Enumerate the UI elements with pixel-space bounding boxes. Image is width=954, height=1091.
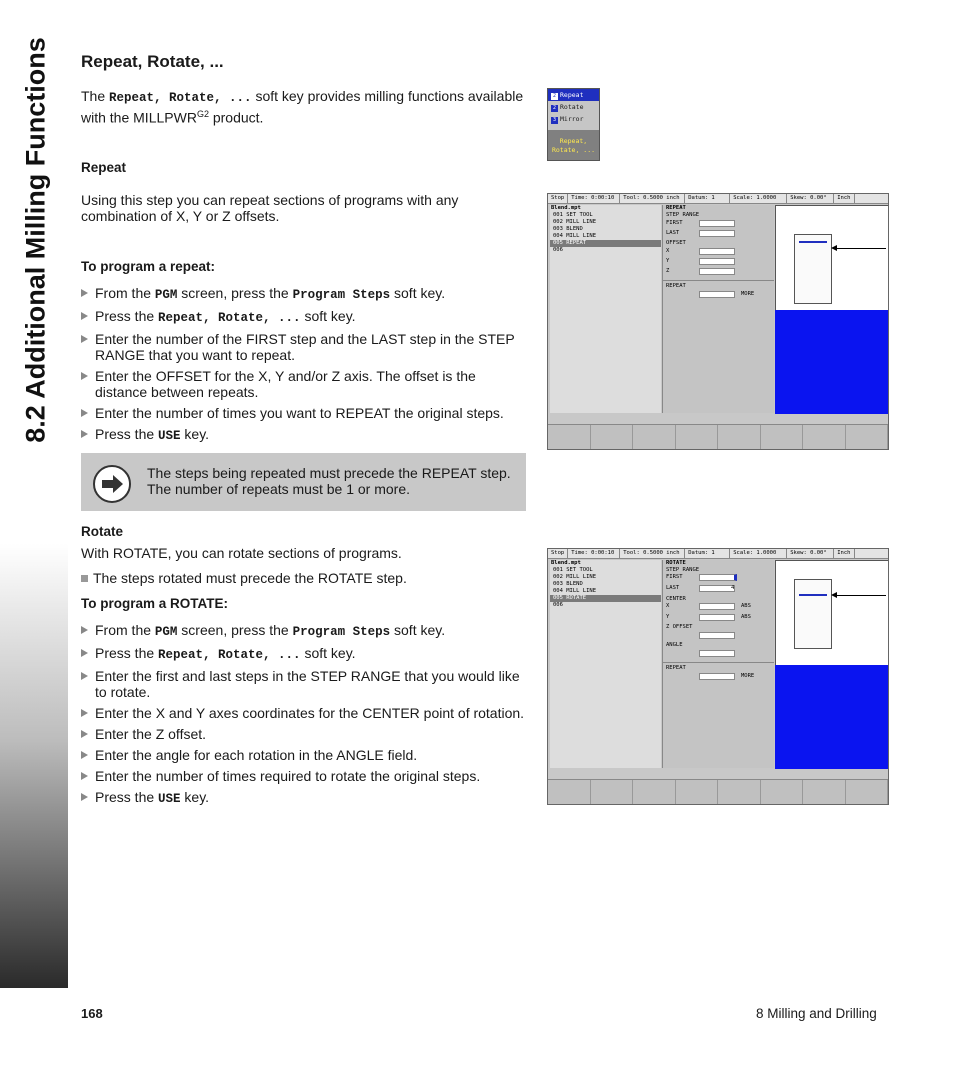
step-item: Enter the number of times you want to REPEAT the original steps. [81,405,531,421]
note-box [81,453,526,511]
toolpath-preview [775,560,889,666]
repeat-program-title: To program a repeat: [81,259,216,274]
program-line: 003 BLEND [553,581,583,587]
softkey[interactable] [803,780,846,804]
softkey-bar [548,779,888,804]
program-line: 006 [553,602,563,608]
step-item: Press the Repeat, Rotate, ... soft key. [81,645,531,663]
program-line: 001 SET TOOL [553,567,593,573]
program-list: Blend.mpt 001 SET TOOL 002 MILL LINE 003 BLEND 004 MILL LINE 005 ROTATE 006 [550,560,661,768]
softkey-popup [547,88,600,161]
page-number: 168 [81,1006,103,1021]
toolpath-preview [775,205,889,311]
status-bar: Stop Time: 0:00:10 Tool: 0.5000 inch Datum: 1 Scale: 1.0000 Skew: 0.00° Inch [548,549,888,559]
graphics-area [775,665,888,769]
step-item: Press the USE key. [81,426,531,444]
chapter-footer: 8 Milling and Drilling [756,1006,877,1021]
repeat-steps [81,285,531,449]
step-item: Enter the OFFSET for the X, Y and/or Z axis. The offset is the distance between repeats. [81,368,531,400]
arrow-left-icon [836,595,886,596]
rotate-screenshot [547,548,889,805]
note-text: The steps being repeated must precede the REPEAT step. The number of repeats must be 1 or more. [147,465,511,497]
softkey[interactable] [633,425,676,449]
softkey[interactable] [761,425,804,449]
softkey[interactable] [761,780,804,804]
softkey[interactable] [591,425,634,449]
popup-item-rotate[interactable]: 2 Rotate [552,103,584,111]
repeat-screenshot [547,193,889,450]
softkey[interactable] [846,425,889,449]
program-line: 005 ROTATE [550,595,661,602]
rotate-title: Rotate [81,524,124,539]
popup-item-repeat[interactable]: 2 Repeat [548,89,599,101]
arrow-left-icon [836,248,886,249]
status-bar: Stop Time: 0:00:10 Tool: 0.5000 inch Datum: 1 Scale: 1.0000 Skew: 0.00° Inch [548,194,888,204]
rotate-form: ROTATE STEP RANGE FIRST LAST 4 CENTER X ABS Y ABS Z OFFSET ANGLE REPEAT MORE [662,560,774,768]
step-item: Enter the Z offset. [81,726,531,742]
program-thumbnail [794,579,832,649]
step-item: Enter the angle for each rotation in the ANGLE field. [81,747,531,763]
step-item: From the PGM screen, press the Program Steps soft key. [81,622,531,640]
step-item: Enter the number of times required to rotate the original steps. [81,768,531,784]
program-line: 002 MILL LINE [553,574,597,580]
softkey[interactable] [548,780,591,804]
softkey[interactable] [718,780,761,804]
repeat-title: Repeat [81,160,127,175]
program-line: 005 REPEAT [550,240,661,247]
softkey[interactable] [676,425,719,449]
program-line: 003 BLEND [553,226,583,232]
rotate-desc: With ROTATE, you can rotate sections of programs. [81,545,402,561]
side-tab-label: 8.2 Additional Milling Functions [20,37,51,443]
chapter-side-tab [0,0,68,988]
program-thumbnail [794,234,832,304]
step-item: Enter the number of the FIRST step and the LAST step in the STEP RANGE that you want to repeat. [81,331,531,363]
step-item: From the PGM screen, press the Program Steps soft key. [81,285,531,303]
repeat-form: REPEAT STEP RANGE FIRST LAST OFFSET X Y Z REPEAT MORE [662,205,774,413]
popup-item-mirror[interactable]: 3 Mirror [552,115,584,123]
rotate-bullet: The steps rotated must precede the ROTATE step. [81,570,407,586]
softkey[interactable] [633,780,676,804]
square-bullet-icon [81,575,88,582]
step-item: Enter the X and Y axes coordinates for the CENTER point of rotation. [81,705,531,721]
rotate-steps [81,622,531,812]
program-line: 002 MILL LINE [553,219,597,225]
program-line: 001 SET TOOL [553,212,593,218]
graphics-area [775,310,888,414]
softkey[interactable] [676,780,719,804]
softkey[interactable] [846,780,889,804]
intro-paragraph: The Repeat, Rotate, ... soft key provides milling functions available with the $MILLPWR^{G2}$ product. [81,88,524,126]
repeat-rotate-softkey[interactable]: Repeat, Rotate, ... [548,130,599,160]
softkey[interactable] [591,780,634,804]
arrow-right-icon [93,465,131,503]
softkey[interactable] [718,425,761,449]
program-line: 006 [553,247,563,253]
rotate-program-title: To program a ROTATE: [81,596,228,611]
program-list: Blend.mpt 001 SET TOOL 002 MILL LINE 003 BLEND 004 MILL LINE 005 REPEAT 006 [550,205,661,413]
softkey[interactable] [548,425,591,449]
program-line: 004 MILL LINE [553,588,597,594]
program-line: 004 MILL LINE [553,233,597,239]
step-item: Press the Repeat, Rotate, ... soft key. [81,308,531,326]
step-item: Press the USE key. [81,789,531,807]
softkey-bar [548,424,888,449]
step-item: Enter the first and last steps in the STEP RANGE that you would like to rotate. [81,668,531,700]
repeat-desc: Using this step you can repeat sections of programs with any combination of X, Y or Z offsets. [81,192,459,224]
softkey[interactable] [803,425,846,449]
page-heading: Repeat, Rotate, ... [81,52,224,71]
